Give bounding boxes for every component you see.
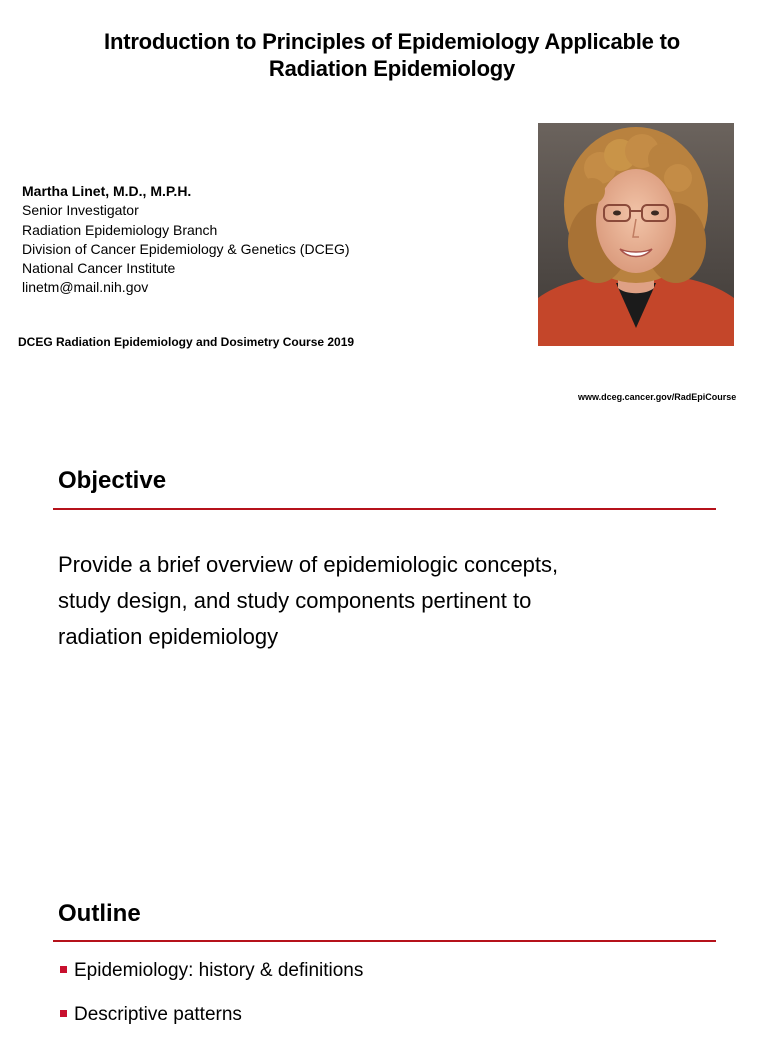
square-bullet-icon <box>60 1010 67 1017</box>
objective-line-2: study design, and study components pertinent to <box>58 588 532 613</box>
objective-divider <box>53 508 716 510</box>
square-bullet-icon <box>60 966 67 973</box>
author-email: linetm@mail.nih.gov <box>22 279 149 296</box>
course-url: www.dceg.cancer.gov/RadEpiCourse <box>578 392 737 402</box>
outline-divider <box>53 940 716 942</box>
slide-title-line-1: Introduction to Principles of Epidemiology Applicable to <box>104 29 680 54</box>
objective-text <box>58 547 558 655</box>
list-item <box>58 958 363 1002</box>
outline-heading: Outline <box>58 900 141 927</box>
slide-title <box>40 28 744 82</box>
author-position: Senior Investigator <box>22 202 139 219</box>
author-branch: Radiation Epidemiology Branch <box>22 221 218 238</box>
objective-line-1: Provide a brief overview of epidemiologic concepts, <box>58 552 559 577</box>
portrait-illustration <box>538 123 734 346</box>
outline-item-label: Epidemiology: history & definitions <box>74 960 364 981</box>
list-item <box>58 1002 363 1046</box>
objective-line-3: radiation epidemiology <box>58 624 279 649</box>
outline-item-label: Descriptive patterns <box>74 1004 242 1025</box>
author-photo <box>538 123 734 346</box>
author-institute: National Cancer Institute <box>22 260 176 277</box>
outline-list <box>58 958 363 1046</box>
author-division: Division of Cancer Epidemiology & Genetics (DCEG) <box>22 240 350 257</box>
slide-title-line-2: Radiation Epidemiology <box>268 56 516 81</box>
author-info <box>22 182 350 298</box>
course-name: DCEG Radiation Epidemiology and Dosimetry Course 2019 <box>18 335 355 349</box>
author-name: Martha Linet, M.D., M.P.H. <box>22 183 192 199</box>
objective-heading: Objective <box>58 467 167 494</box>
